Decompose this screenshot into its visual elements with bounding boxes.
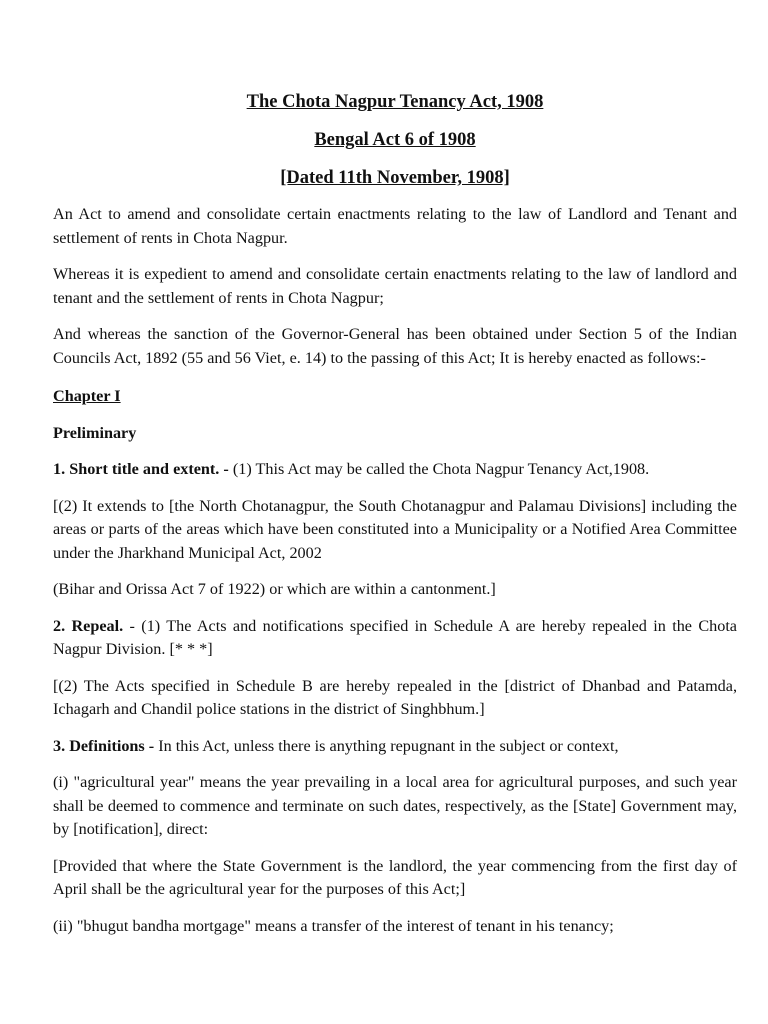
preamble-paragraph: An Act to amend and consolidate certain enactments relating to the law of Landlord and Tenant and settlement of rents in Chota Nagpur.: [53, 205, 737, 247]
document-date: [Dated 11th November, 1908]: [280, 168, 510, 188]
section-1-text: (1) This Act may be called the Chota Nagpur Tenancy Act,1908.: [228, 460, 650, 478]
definition-proviso: [Provided that where the State Government is the landlord, the year commencing from the first day of April shall be the agricultural year for the purposes of this Act;]: [53, 856, 737, 898]
definition-i: (i) "agricultural year" means the year prevailing in a local area for agricultural purposes, and such year shall be deemed to commence and terminate on such dates, respectively, as the [State] Government may, by [notification], direct:: [53, 773, 737, 838]
document-subtitle: Bengal Act 6 of 1908: [314, 130, 476, 150]
document-page: [53, 92, 737, 938]
preamble-paragraph: And whereas the sanction of the Governor-General has been obtained under Section 5 of the Indian Councils Act, 1892 (55 and 56 Viet, e. 14) to the passing of this Act; It is hereby enacted as follows:-: [53, 325, 737, 367]
preamble-paragraph: Whereas it is expedient to amend and consolidate certain enactments relating to the law of landlord and tenant and the settlement of rents in Chota Nagpur;: [53, 265, 737, 307]
section-2-paragraph: [53, 615, 737, 662]
definition-ii: (ii) "bhugut bandha mortgage" means a transfer of the interest of tenant in his tenancy;: [53, 916, 614, 935]
section-1-subsection-2: [(2) It extends to [the North Chotanagpur, the South Chotanagpur and Palamau Divisions] including the areas or parts of the areas which have been constituted into a Municipality or a Notified Area Committee under the Jharkhand Municipal Act, 2002: [53, 496, 737, 562]
section-3-text: In this Act, unless there is anything repugnant in the subject or context,: [154, 736, 619, 755]
chapter-heading: Chapter I: [53, 387, 121, 405]
chapter-title: Preliminary: [53, 423, 137, 442]
section-3-heading: 3. Definitions -: [53, 736, 155, 755]
section-2-subsection-2: [(2) The Acts specified in Schedule B are hereby repealed in the [district of Dhanbad and Patamda, Ichagarh and Chandil police stations in the district of Singhbhum.]: [53, 676, 737, 718]
document-title: The Chota Nagpur Tenancy Act, 1908: [246, 92, 544, 112]
section-2-text: - (1) The Acts and notifications specified in Schedule A are hereby repealed in the Chota Nagpur Division. [* * *]: [53, 616, 737, 658]
section-3-paragraph: [53, 735, 737, 759]
section-1-continuation: (Bihar and Orissa Act 7 of 1922) or which are within a cantonment.]: [53, 580, 496, 598]
section-1-paragraph: [53, 458, 737, 482]
section-1-heading: 1. Short title and extent. -: [53, 460, 229, 478]
section-2-heading: 2. Repeal.: [53, 616, 124, 635]
